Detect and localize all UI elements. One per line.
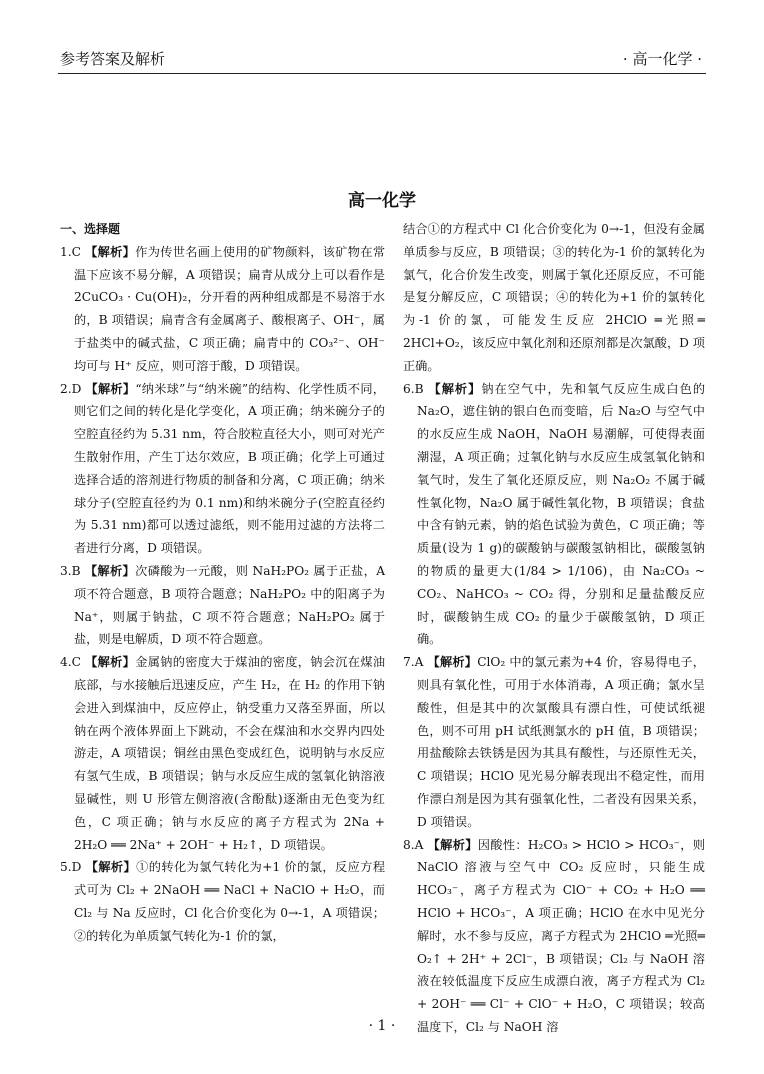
answer-number: 1.C: [60, 244, 86, 259]
answer-item: [60, 378, 385, 560]
analysis-label: 【解析】: [85, 860, 137, 875]
answer-number: 4.C: [60, 655, 86, 670]
answer-text: 因酸性：H₂CO₃ > HClO > HCO₃⁻，则 NaClO 溶液与空气中 CO₂ 反应时，只能生成 HCO₃⁻，离子方程式为 ClO⁻ + CO₂ + H₂O ══ HClO + HCO₃⁻，A 项正确；HClO 在水中见光分解时，水不参与反应，离子方程式为 2HClO ═光照═ O₂↑ + 2H⁺ + 2Cl⁻，B 项错误；Cl₂ 与 NaOH 溶液在较低温度下反应生成漂白液，离子方程式为 Cl₂ + 2OH⁻ ══ Cl⁻ + ClO⁻ + H₂O，C 项错误；较高温度下，Cl₂ 与 NaOH 溶: [417, 837, 706, 1034]
analysis-label: 【解析】: [427, 655, 478, 670]
answer-text: 次磷酸为一元酸，则 NaH₂PO₂ 属于正盐，A 项不符合题意，B 项符合题意；NaH₂PO₂ 中的阳离子为 Na⁺，则属于钠盐，C 项不符合题意；NaH₂PO₂ 属于盐，则是电解质，D 项不符合题意。: [74, 563, 385, 647]
section-heading: 一、选择题: [60, 222, 121, 236]
analysis-label: 【解析】: [428, 381, 482, 396]
answer-item: [403, 834, 705, 1039]
right-column: [403, 218, 705, 1039]
answer-number: 8.A: [403, 837, 428, 852]
header-left-title: 参考答案及解析: [60, 50, 166, 68]
answer-item: [403, 651, 705, 833]
answer-item: [60, 856, 385, 947]
left-column: [60, 218, 385, 948]
page-title: 高一化学: [348, 191, 416, 211]
answer-item: [403, 378, 705, 652]
answer-item: [60, 560, 385, 651]
answer-text: 作为传世名画上使用的矿物颜料，该矿物在常温下应该不易分解，A 项错误；扁青从成分上可以看作是 2CuCO₃ · Cu(OH)₂，分开看的两种组成都是不易溶于水的，B 项错误；扁青含有金属离子、酸根离子、OH⁻，属于盐类中的碱式盐，C 项正确；扁青中的 CO₃²⁻、OH⁻ 均可与 H⁺ 反应，则可溶于酸，D 项错误。: [74, 244, 386, 373]
analysis-label: 【解析】: [85, 655, 136, 670]
answer-item: [60, 241, 385, 378]
answer-text: 金属钠的密度大于煤油的密度，钠会沉在煤油底部，与水接触后迅速反应，产生 H₂，在 H₂ 的作用下钠会进入到煤油中，反应停止，钠受重力又落至界面，所以钠在两个液体界面上下跳动，不会在煤油和水交界内四处游走，A 项错误；铜丝由黑色变成红色，说明钠与水反应有氢气生成，B 项错误；钠与水反应生成的氢氧化钠溶液显碱性，则 U 形管左侧溶液(含酚酞)逐渐由无色变为红色，C 项正确；钠与水反应的离子方程式为 2Na + 2H₂O ══ 2Na⁺ + 2OH⁻ + H₂↑，D 项错误。: [74, 655, 386, 852]
answer-number: 5.D: [60, 860, 86, 875]
answer-number: 7.A: [403, 655, 428, 670]
answer-number: 6.B: [403, 381, 429, 396]
answer-text: 钠在空气中，先和氧气反应生成白色的 Na₂O，遮住钠的银白色而变暗，后 Na₂O 与空气中的水反应生成 NaOH，NaOH 易潮解，可使得表面潮湿，A 项正确；过氧化钠与水反应生成氢氧化钠和氧气时，发生了氧化还原反应，则 Na₂O₂ 不属于碱性氧化物，Na₂O 属于碱性氧化物，B 项错误；食盐中含有钠元素，钠的焰色试验为黄色，C 项正确；等质量(设为 1 g)的碳酸钠与碳酸氢钠相比，碳酸氢钠的物质的量更大(1/84 > 1/106)，由 Na₂CO₃ ~ CO₂、NaHCO₃ ~ CO₂ 得，分别和足量盐酸反应时，碳酸钠生成 CO₂ 的量少于碳酸氢钠，D 项正确。: [417, 381, 706, 647]
answer-text: ①的转化为氯气转化为+1 价的氯，反应方程式可为 Cl₂ + 2NaOH ══ NaCl + NaClO + H₂O，而 Cl₂ 与 Na 反应时，Cl 化合价变化为 0→-1，A 项错误；②的转化为单质氯气转化为-1 价的氯，: [74, 860, 386, 943]
analysis-label: 【解析】: [427, 837, 478, 852]
analysis-label: 【解析】: [85, 381, 136, 396]
header-rule: [58, 73, 706, 74]
answer-text: ClO₂ 中的氯元素为+4 价，容易得电子，则具有氧化性，可用于水体消毒，A 项正确；氯水呈酸性，但是其中的次氯酸具有漂白性，可使试纸褪色，则不可用 pH 试纸测氯水的 pH 值，B 项错误；用盐酸除去铁锈是因为其具有酸性，与还原性无关，C 项错误；HClO 见光易分解表现出不稳定性，而用作漂白剂是因为其有强氧化性，二者没有因果关系，D 项错误。: [417, 655, 705, 829]
answer-item: [403, 218, 705, 378]
header-right-subject: · 高一化学 ·: [622, 50, 702, 68]
answer-number: 2.D: [60, 381, 86, 396]
answer-text: 结合①的方程式中 Cl 化合价变化为 0→-1，但没有金属单质参与反应，B 项错误；③的转化为-1 价的氯转化为氯气，化合价发生改变，则属于氧化还原反应，不可能是复分解反应，C 项错误；④的转化为+1 价的氯转化为-1 价的氯，可能发生反应 2HClO ═光照═ 2HCl+O₂，该反应中氧化剂和还原剂都是次氯酸，D 项正确。: [403, 222, 705, 373]
answer-item: [60, 651, 385, 856]
answer-number: 3.B: [60, 563, 85, 578]
analysis-label: 【解析】: [84, 563, 136, 578]
page-number: · 1 ·: [368, 1018, 396, 1034]
answer-text: “纳米球”与“纳米碗”的结构、化学性质不同，则它们之间的转化是化学变化，A 项正确；纳米碗分子的空腔直径约为 5.31 nm，符合胶粒直径大小，则可对光产生散射作用，产生丁达尔效应，B 项正确；化学上可通过选择合适的溶剂进行物质的制备和分离，C 项正确；纳米球分子(空腔直径约为 0.1 nm)和纳米碗分子(空腔直径约为 5.31 nm)都可以透过滤纸，则不能用过滤的方法将二者进行分离，D 项错误。: [74, 381, 385, 556]
analysis-label: 【解析】: [85, 244, 136, 259]
